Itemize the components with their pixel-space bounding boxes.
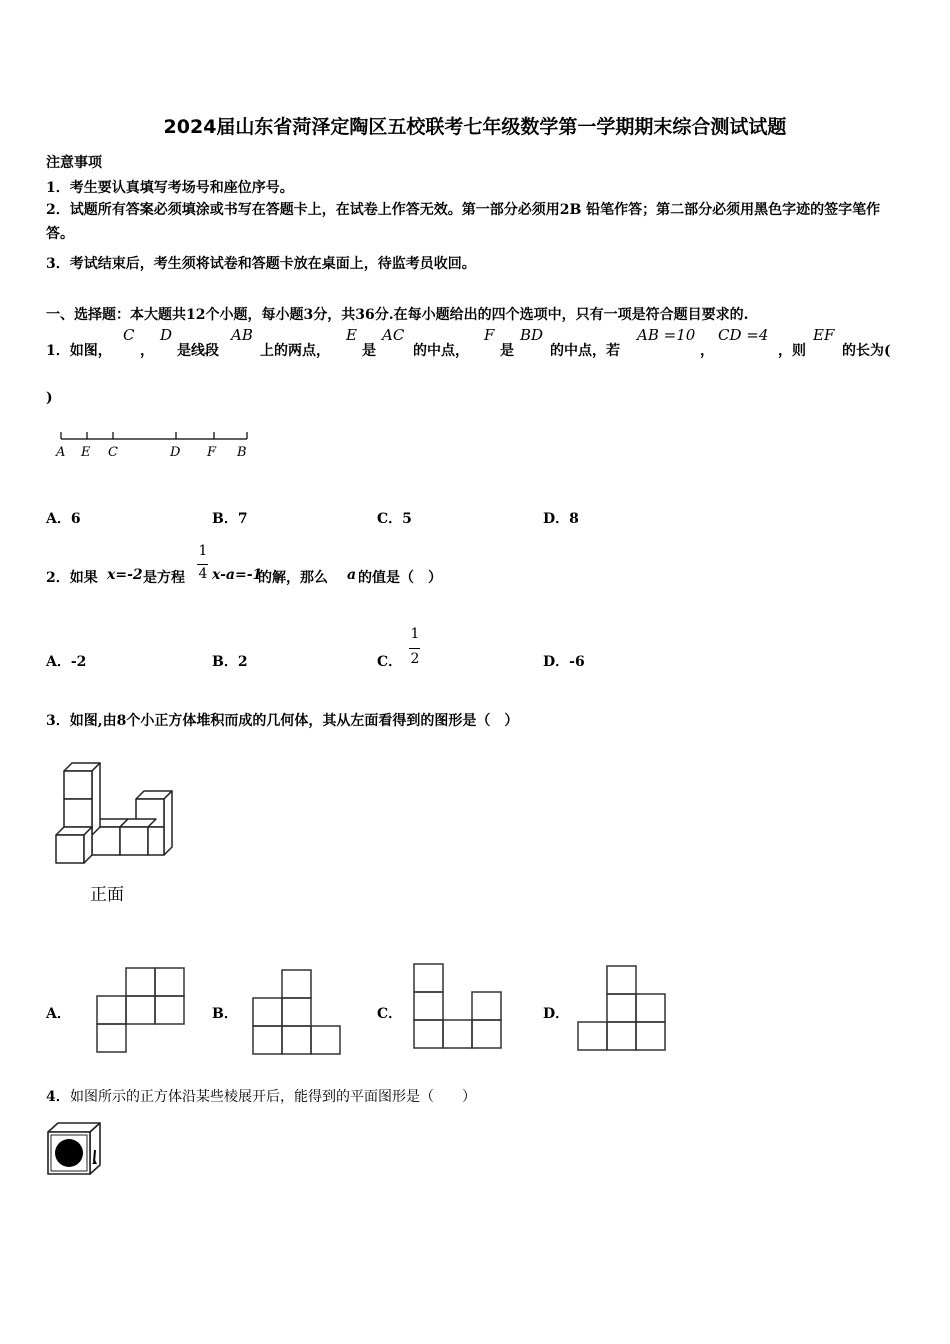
q2-optc-den: 2 [410, 651, 420, 667]
q3-option-a-figure[interactable] [96, 966, 188, 1054]
q2-frac-num: 1 [198, 543, 208, 559]
q1-prefix: 1．如图， [46, 343, 112, 359]
q1-var-ef: EF [813, 326, 835, 344]
notice-item-3: 3．考试结束后，考生须将试卷和答题卡放在桌面上，待监考员收回。 [46, 256, 476, 272]
q3-option-a: A． [46, 1006, 71, 1022]
q2-condition: x=-2 [107, 567, 143, 583]
q4-cube-figure [44, 1120, 106, 1178]
q4-text: 如图所示的正方体沿某些棱展开后，能得到的平面图形是（ ） [70, 1089, 476, 1105]
notice-item-2: 2．试题所有答案必须填涂或书写在答题卡上，在试卷上作答无效。第一部分必须用2B 铅笔作答；第二部分必须用黑色字迹的签字笔作答。 [46, 202, 881, 242]
q1-text-6: 的中点，若 [550, 343, 620, 359]
q2-optc-bar [409, 648, 420, 649]
q4-prefix: 4． [46, 1089, 70, 1105]
q3-cube-stack-figure [52, 760, 180, 868]
q3-option-d-figure[interactable] [576, 964, 668, 1052]
q1-text-1: 是线段 [177, 343, 219, 359]
q2-text-2: 的解，那么 [258, 570, 328, 586]
q1-comma-2: ， [700, 343, 714, 359]
q1-point-b: B [237, 445, 247, 460]
q1-var-bd: BD [520, 326, 544, 344]
q1-text-3: 是 [362, 343, 376, 359]
q1-text-8: 的长为( [842, 343, 891, 359]
q1-comma: ， [140, 343, 154, 359]
q2-option-d: D．-6 [543, 654, 585, 670]
q3-option-b: B． [212, 1006, 238, 1022]
q1-point-d: D [170, 445, 181, 460]
page-title: 2024届山东省菏泽定陶区五校联考七年级数学第一学期期末综合测试试题 [163, 116, 787, 138]
section-heading: 一、选择题：本大题共12个小题，每小题3分，共36分.在每小题给出的四个选项中，只有一项是符合题目要求的. [46, 307, 749, 323]
q2-frac-bar [197, 564, 208, 565]
q3-text: 3．如图,由8个小正方体堆积而成的几何体，其从左面看得到的图形是（ ） [46, 713, 519, 729]
q1-point-f: F [207, 445, 217, 460]
q1-text-5: 是 [500, 343, 514, 359]
q1-option-c: C．5 [377, 511, 412, 527]
q2-option-c: C． [377, 654, 403, 670]
q2-text-1: 是方程 [143, 570, 185, 586]
q1-option-b: B．7 [212, 511, 248, 527]
notice-item-1: 1．考生要认真填写考场号和座位序号。 [46, 180, 294, 196]
q3-front-label: 正面 [90, 885, 124, 905]
q1-close-paren: ) [46, 390, 53, 406]
q1-ab-eq: AB =10 [637, 326, 696, 344]
q1-option-d: D．8 [543, 511, 579, 527]
q2-prefix: 2．如果 [46, 570, 98, 586]
q2-equation: x-a=-1 [212, 567, 263, 583]
q1-var-d: D [160, 326, 173, 344]
notice-heading: 注意事项 [46, 155, 102, 171]
q1-point-a: A [56, 445, 66, 460]
q1-text-4: 的中点， [413, 343, 469, 359]
q1-var-e: E [346, 326, 357, 344]
q2-frac-den: 4 [198, 566, 208, 582]
q1-var-c: C [123, 326, 135, 344]
q3-option-d: D． [543, 1006, 570, 1022]
q2-var-a: a [347, 567, 357, 583]
q1-text-7: ，则 [778, 343, 806, 359]
q1-option-a: A．6 [46, 511, 81, 527]
q1-cd-eq: CD =4 [718, 326, 769, 344]
q1-segment-figure [56, 428, 256, 442]
q1-var-ab: AB [231, 326, 253, 344]
q1-point-e: E [81, 445, 91, 460]
q1-text-2: 上的两点， [260, 343, 330, 359]
q2-optc-num: 1 [410, 626, 420, 642]
q2-option-a: A．-2 [46, 654, 87, 670]
q1-point-c: C [108, 445, 118, 460]
q2-text-3: 的值是（ ） [358, 570, 442, 586]
q2-option-b: B．2 [212, 654, 248, 670]
q1-var-ac: AC [382, 326, 405, 344]
q3-option-c-figure[interactable] [412, 962, 504, 1050]
q3-option-c: C． [377, 1006, 403, 1022]
q3-option-b-figure[interactable] [252, 968, 344, 1056]
q1-var-f: F [484, 326, 495, 344]
